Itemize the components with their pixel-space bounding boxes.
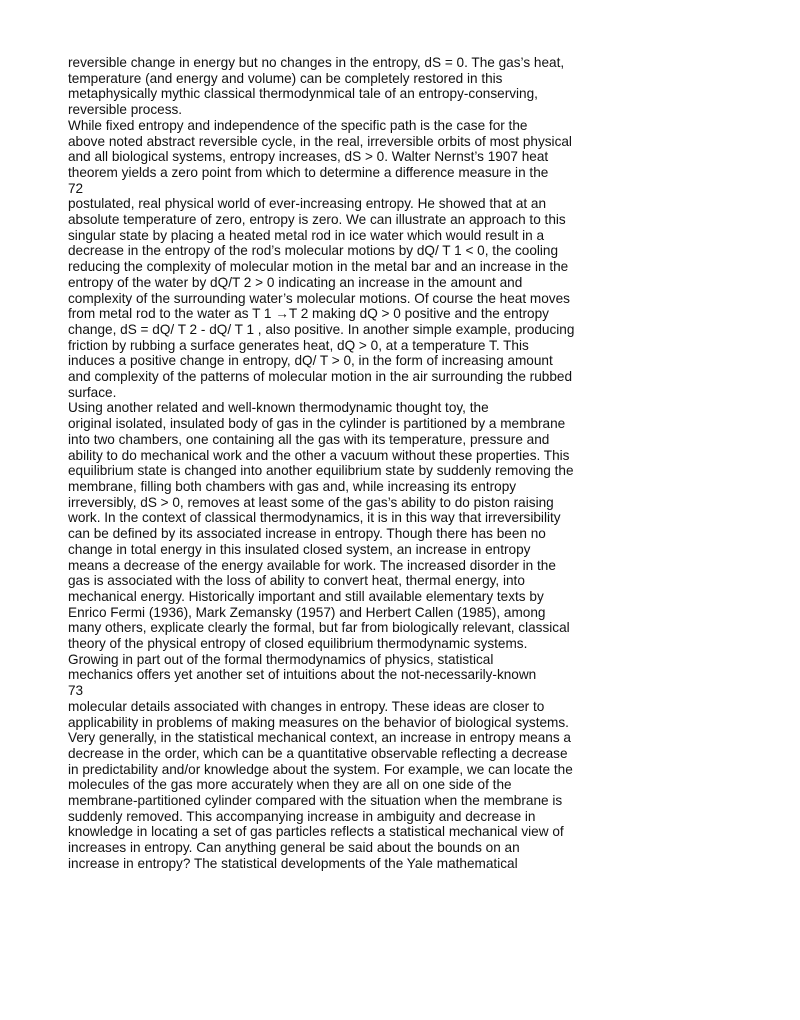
text-line: and complexity of the patterns of molecular motion in the air surrounding the rubbed <box>68 369 573 385</box>
text-line: original isolated, insulated body of gas in the cylinder is partitioned by a membrane <box>68 416 566 432</box>
text-line: metaphysically mythic classical thermodynmical tale of an entropy-conserving, <box>68 86 538 102</box>
text-line: Growing in part out of the formal thermodynamics of physics, statistical <box>68 651 494 667</box>
text-line: gas is associated with the loss of ability to convert heat, thermal energy, into <box>68 573 525 589</box>
text-line: membrane, filling both chambers with gas and, while increasing its entropy <box>68 478 517 494</box>
text-line: singular state by placing a heated metal rod in ice water which would result in a <box>68 227 545 243</box>
text-line: work. In the context of classical thermodynamics, it is in this way that irreversibility <box>68 510 561 526</box>
text-line: from metal rod to the water as T 1 →T 2 making dQ > 0 positive and the entropy <box>68 306 549 322</box>
text-line: decrease in the order, which can be a quantitative observable reflecting a decrease <box>68 745 568 761</box>
text-line: irreversibly, dS > 0, removes at least some of the gas’s ability to do piston raising <box>68 494 554 510</box>
text-line: postulated, real physical world of ever-increasing entropy. He showed that at an <box>68 196 547 212</box>
page-number: 72 <box>68 180 84 196</box>
text-line: theorem yields a zero point from which to determine a difference measure in the <box>68 164 549 180</box>
text-line: induces a positive change in entropy, dQ/ T > 0, in the form of increasing amount <box>68 353 553 369</box>
text-line: absolute temperature of zero, entropy is zero. We can illustrate an approach to this <box>68 212 566 228</box>
text-line: change in total energy in this insulated closed system, an increase in entropy <box>68 541 531 557</box>
text-line: molecular details associated with changes in entropy. These ideas are closer to <box>68 698 545 714</box>
text-line: increases in entropy. Can anything general be said about the bounds on an <box>68 840 520 856</box>
text-line: above noted abstract reversible cycle, in the real, irreversible orbits of most physical <box>68 133 572 149</box>
text-line: change, dS = dQ/ T 2 - dQ/ T 1 , also positive. In another simple example, producing <box>68 321 575 337</box>
text-line: many others, explicate clearly the formal, but far from biologically relevant, classical <box>68 620 570 636</box>
text-line: increase in entropy? The statistical developments of the Yale mathematical <box>68 855 518 871</box>
page-number: 73 <box>68 683 84 699</box>
text-line: and all biological systems, entropy increases, dS > 0. Walter Nernst’s 1907 heat <box>68 149 549 165</box>
text-line: decrease in the entropy of the rod’s molecular motions by dQ/ T 1 < 0, the cooling <box>68 243 559 259</box>
text-line: membrane-partitioned cylinder compared with the situation when the membrane is <box>68 793 563 809</box>
document-page <box>68 55 748 872</box>
text-line: mechanical energy. Historically important and still available elementary texts by <box>68 588 544 604</box>
text-line: suddenly removed. This accompanying increase in ambiguity and decrease in <box>68 808 536 824</box>
text-line: complexity of the surrounding water’s molecular motions. Of course the heat moves <box>68 290 570 306</box>
text-line: Very generally, in the statistical mechanical context, an increase in entropy means a <box>68 730 571 746</box>
text-line: equilibrium state is changed into another equilibrium state by suddenly removing the <box>68 463 574 479</box>
text-line: Using another related and well-known thermodynamic thought toy, the <box>68 400 489 416</box>
text-line: reducing the complexity of molecular motion in the metal bar and an increase in the <box>68 259 569 275</box>
text-line: friction by rubbing a surface generates heat, dQ > 0, at a temperature T. This <box>68 337 529 353</box>
text-line: mechanics offers yet another set of intuitions about the not-necessarily-known <box>68 667 537 683</box>
text-line: means a decrease of the energy available for work. The increased disorder in the <box>68 557 556 573</box>
text-line: While fixed entropy and independence of the specific path is the case for the <box>68 117 528 133</box>
text-line: molecules of the gas more accurately when they are all on one side of the <box>68 777 512 793</box>
text-line: in predictability and/or knowledge about the system. For example, we can locate the <box>68 761 573 777</box>
text-line: can be defined by its associated increase in entropy. Though there has been no <box>68 526 546 542</box>
text-line: ability to do mechanical work and the other a vacuum without these properties. This <box>68 447 570 463</box>
text-line: reversible process. <box>68 102 183 118</box>
text-line: Enrico Fermi (1936), Mark Zemansky (1957) and Herbert Callen (1985), among <box>68 604 546 620</box>
text-line: reversible change in energy but no changes in the entropy, dS = 0. The gas’s heat, <box>68 55 565 70</box>
text-line: entropy of the water by dQ/T 2 > 0 indicating an increase in the amount and <box>68 274 523 290</box>
text-line: into two chambers, one containing all the gas with its temperature, pressure and <box>68 431 550 447</box>
text-line: theory of the physical entropy of closed equilibrium thermodynamic systems. <box>68 636 528 652</box>
text-line: knowledge in locating a set of gas particles reflects a statistical mechanical view of <box>68 824 564 840</box>
text-line: applicability in problems of making measures on the behavior of biological systems. <box>68 714 569 730</box>
text-line: temperature (and energy and volume) can be completely restored in this <box>68 70 503 86</box>
text-line: surface. <box>68 384 117 400</box>
